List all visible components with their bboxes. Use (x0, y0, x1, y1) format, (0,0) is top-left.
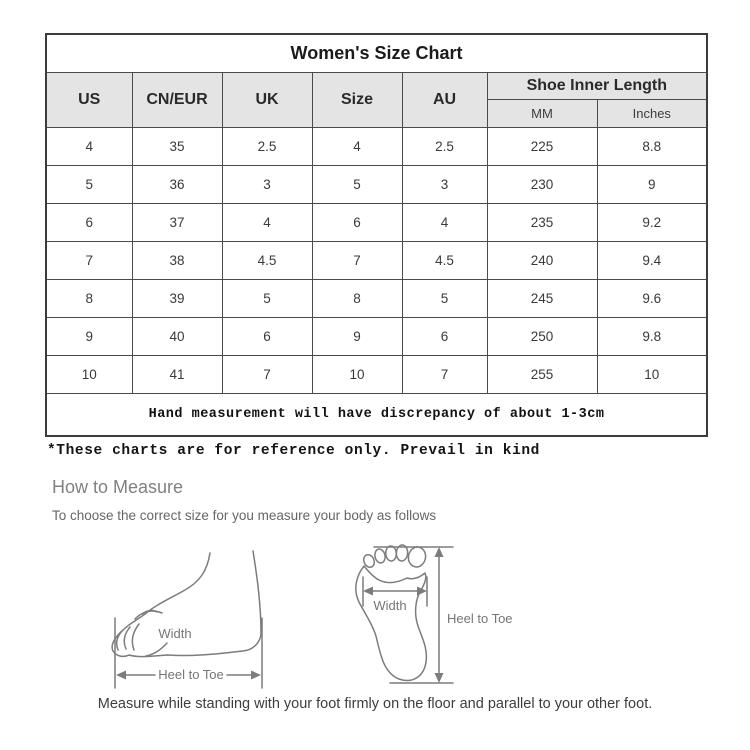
heel-to-toe-label: Heel to Toe (158, 667, 224, 682)
table-footer-row (46, 394, 707, 437)
table-cell: 4 (312, 128, 402, 166)
table-row (46, 204, 707, 242)
table-cell: 10 (597, 356, 707, 394)
table-row (46, 318, 707, 356)
table-title: Women's Size Chart (46, 34, 707, 73)
column-header-inches: Inches (597, 100, 707, 128)
table-cell: 240 (487, 242, 597, 280)
table-cell: 9.2 (597, 204, 707, 242)
table-row (46, 356, 707, 394)
table-cell: 4 (46, 128, 132, 166)
toe-fourth (374, 548, 387, 564)
foot-sole-view-diagram (350, 538, 630, 693)
table-cell: 39 (132, 280, 222, 318)
instep-line (142, 610, 157, 614)
table-cell: 7 (46, 242, 132, 280)
reference-note: *These charts are for reference only. Prevail in kind (47, 443, 540, 459)
table-cell: 7 (312, 242, 402, 280)
table-row (46, 242, 707, 280)
table-cell: 10 (312, 356, 402, 394)
table-cell: 250 (487, 318, 597, 356)
table-cell: 8 (312, 280, 402, 318)
column-header-us: US (46, 73, 132, 128)
table-footer-note: Hand measurement will have discrepancy of about 1-3cm (46, 394, 707, 437)
arrowhead-up-icon (435, 547, 444, 557)
toe-middle (385, 546, 397, 562)
table-cell: 6 (46, 204, 132, 242)
table-cell: 6 (312, 204, 402, 242)
table-cell: 255 (487, 356, 597, 394)
table-cell: 10 (46, 356, 132, 394)
toe-line (124, 627, 130, 649)
table-cell: 225 (487, 128, 597, 166)
table-cell: 3 (402, 166, 487, 204)
table-cell: 5 (222, 280, 312, 318)
table-title-row (46, 34, 707, 73)
table-cell: 4 (402, 204, 487, 242)
arrowhead-right-icon (251, 671, 261, 680)
toe-line (132, 624, 139, 650)
table-cell: 37 (132, 204, 222, 242)
table-cell: 8 (46, 280, 132, 318)
table-cell: 4 (222, 204, 312, 242)
table-cell: 41 (132, 356, 222, 394)
table-cell: 9 (597, 166, 707, 204)
table-cell: 245 (487, 280, 597, 318)
table-cell: 8.8 (597, 128, 707, 166)
size-chart-table (45, 33, 708, 437)
column-header-size: Size (312, 73, 402, 128)
table-cell: 40 (132, 318, 222, 356)
measure-caption: Measure while standing with your foot firmly on the floor and parallel to your other foot. (97, 696, 653, 712)
table-cell: 9 (312, 318, 402, 356)
table-cell: 235 (487, 204, 597, 242)
column-header-mm: MM (487, 100, 597, 128)
column-header-uk: UK (222, 73, 312, 128)
table-cell: 9 (46, 318, 132, 356)
table-cell: 6 (222, 318, 312, 356)
table-cell: 230 (487, 166, 597, 204)
table-cell: 7 (402, 356, 487, 394)
footprint-outline (356, 566, 427, 680)
table-cell: 38 (132, 242, 222, 280)
arrowhead-left-icon (363, 587, 373, 596)
table-cell: 4.5 (222, 242, 312, 280)
table-cell: 9.8 (597, 318, 707, 356)
size-chart-body (46, 128, 707, 394)
width-label: Width (373, 598, 407, 613)
foot-side-view-diagram (85, 538, 345, 698)
table-row (46, 166, 707, 204)
table-row (46, 128, 707, 166)
arrowhead-left-icon (116, 671, 126, 680)
table-row (46, 280, 707, 318)
table-cell: 5 (312, 166, 402, 204)
table-cell: 4.5 (402, 242, 487, 280)
table-cell: 2.5 (222, 128, 312, 166)
heel-to-toe-label: Heel to Toe (447, 611, 513, 626)
table-header-row (46, 73, 707, 100)
table-cell: 36 (132, 166, 222, 204)
how-to-measure-subheading: To choose the correct size for you measure your body as follows (52, 508, 437, 523)
column-header-au: AU (402, 73, 487, 128)
table-cell: 6 (402, 318, 487, 356)
column-header-cn-eur: CN/EUR (132, 73, 222, 128)
table-cell: 5 (402, 280, 487, 318)
width-leader-line (146, 643, 167, 656)
table-cell: 9.6 (597, 280, 707, 318)
width-label: Width (158, 626, 192, 641)
table-cell: 2.5 (402, 128, 487, 166)
arrowhead-down-icon (435, 673, 444, 683)
how-to-measure-heading: How to Measure (52, 477, 184, 497)
column-header-shoe-inner-length: Shoe Inner Length (487, 73, 707, 100)
table-cell: 5 (46, 166, 132, 204)
toe-big (407, 545, 428, 568)
table-cell: 7 (222, 356, 312, 394)
toe-line (117, 631, 122, 650)
table-cell: 35 (132, 128, 222, 166)
table-cell: 3 (222, 166, 312, 204)
table-cell: 9.4 (597, 242, 707, 280)
